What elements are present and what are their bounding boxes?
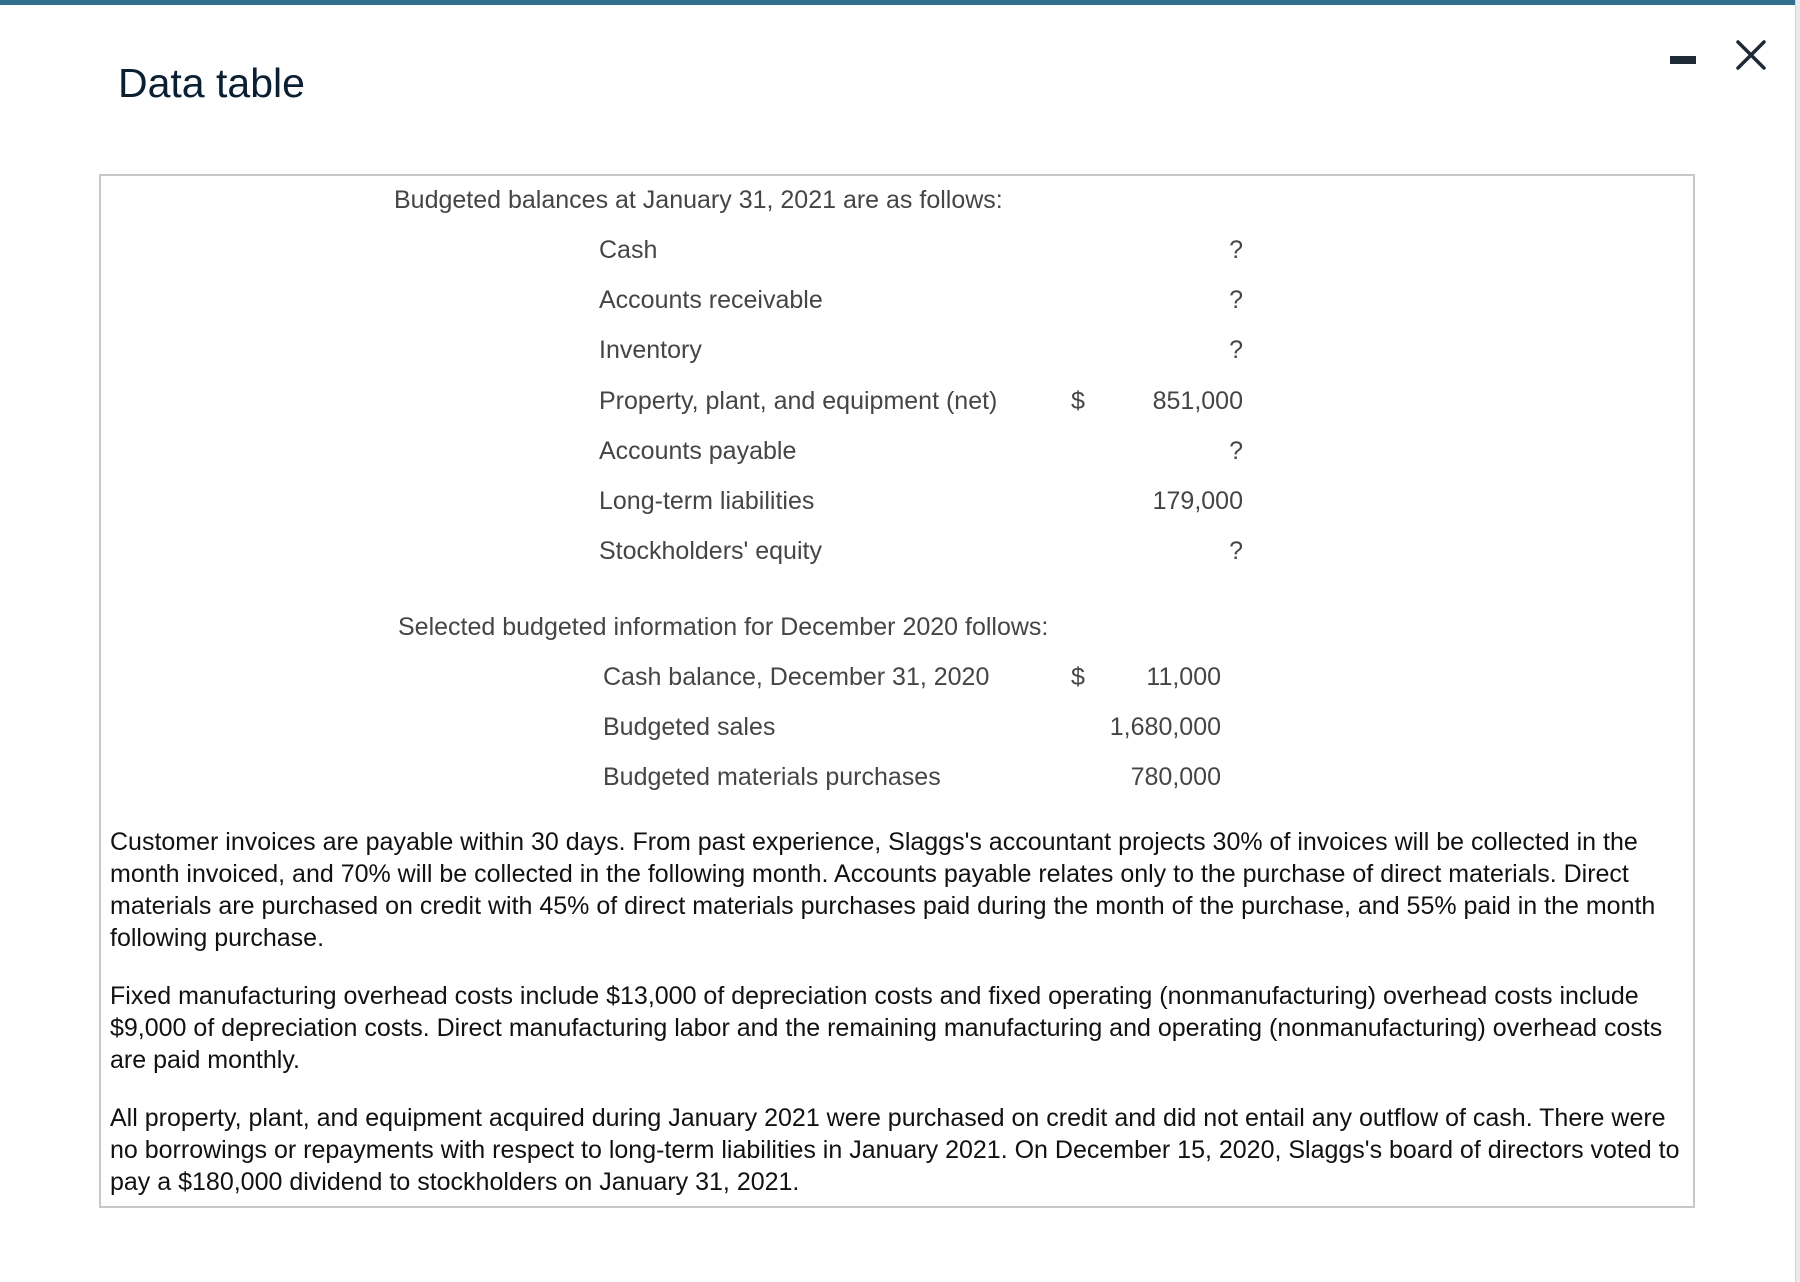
dialog-title: Data table bbox=[118, 60, 305, 106]
balances-row-value: ? bbox=[1229, 286, 1243, 315]
balances-row-label: Inventory bbox=[599, 336, 702, 365]
balances-row bbox=[0, 387, 1800, 419]
december-row-value: 1,680,000 bbox=[1109, 713, 1221, 741]
balances-row-label: Cash bbox=[599, 236, 658, 264]
close-icon bbox=[1730, 34, 1772, 76]
paragraph-overhead: Fixed manufacturing overhead costs include $13,000 of depreciation costs and fixed operating (nonmanufacturing) overhead costs include $9,000 of depreciation costs. Direct manufacturing labor and the remaining manufacturing and operating (nonmanufacturing) overhead costs are paid monthly. bbox=[110, 982, 1663, 1074]
balances-heading: Budgeted balances at January 31, 2021 are as follows: bbox=[394, 186, 1003, 214]
dialog-right-edge bbox=[1795, 0, 1800, 1282]
balances-row bbox=[0, 487, 1800, 519]
balances-row-label: Property, plant, and equipment (net) bbox=[599, 386, 998, 415]
balances-row bbox=[0, 286, 1800, 318]
balances-row-value: ? bbox=[1229, 236, 1243, 264]
december-row-currency: $ bbox=[1071, 663, 1085, 691]
minimize-icon bbox=[1670, 56, 1696, 64]
balances-row-currency: $ bbox=[1071, 386, 1085, 415]
paragraph-collections: Customer invoices are payable within 30 days. From past experience, Slaggs's accountant projects 30% of invoices will be collected in the month invoiced, and 70% will be collected in the following month. Accounts payable relates only to the purchase of direct materials. Direct materials are purchased on credit with 45% of direct materials purchases paid during the month of the purchase, and 55% paid in the month following purchase. bbox=[110, 828, 1656, 952]
december-row bbox=[0, 663, 1800, 695]
balances-row bbox=[0, 437, 1800, 469]
balances-row-label: Accounts receivable bbox=[599, 286, 823, 315]
dialog-top-border bbox=[0, 0, 1800, 5]
minimize-button[interactable] bbox=[1668, 40, 1700, 72]
close-button[interactable] bbox=[1730, 34, 1772, 76]
balances-row-label: Accounts payable bbox=[599, 436, 797, 465]
balances-row-value: 179,000 bbox=[1152, 487, 1243, 515]
balances-row-label: Long-term liabilities bbox=[599, 487, 815, 515]
december-row-value: 11,000 bbox=[1146, 663, 1221, 691]
paragraph-capital: All property, plant, and equipment acquired during January 2021 were purchased on credit and did not entail any outflow of cash. There were no borrowings or repayments with respect to long-term liabilities in January 2021. On December 15, 2020, Slaggs's board of directors voted to pay a $180,000 dividend to stockholders on January 31, 2021. bbox=[110, 1104, 1680, 1196]
december-row-label: Budgeted materials purchases bbox=[603, 763, 941, 791]
balances-row-value: ? bbox=[1229, 336, 1243, 365]
balances-row-label: Stockholders' equity bbox=[599, 537, 822, 566]
december-row bbox=[0, 763, 1800, 795]
balances-row-value: ? bbox=[1229, 537, 1243, 566]
december-row-label: Budgeted sales bbox=[603, 713, 776, 741]
balances-row bbox=[0, 537, 1800, 569]
balances-row-value: 851,000 bbox=[1152, 386, 1243, 415]
balances-row bbox=[0, 336, 1800, 368]
december-heading: Selected budgeted information for December 2020 follows: bbox=[398, 613, 1049, 641]
december-row-value: 780,000 bbox=[1130, 763, 1221, 791]
december-row bbox=[0, 713, 1800, 745]
balances-row bbox=[0, 236, 1800, 268]
balances-row-value: ? bbox=[1229, 436, 1243, 465]
december-row-label: Cash balance, December 31, 2020 bbox=[603, 663, 990, 691]
